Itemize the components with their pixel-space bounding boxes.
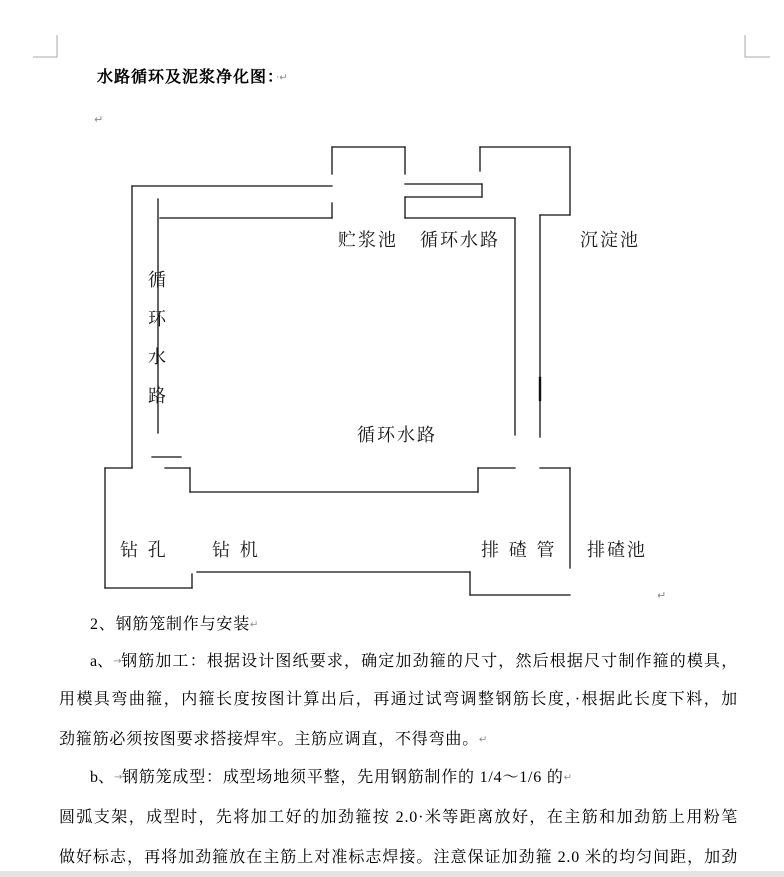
borehole-outline (105, 457, 192, 588)
circulation-middle-label: 循环水路 (357, 425, 437, 446)
list-prefix: b、 (90, 769, 115, 786)
diagram-title: 水路循环及泥浆净化图： (97, 69, 277, 86)
paragraph-b-line: 做好标志，再将加劲箍放在主筋上对准标志焊接。注意保证加劲箍 2.0 米的均匀间距，加劲 (59, 849, 738, 866)
paragraph-b-line: 圆弧支架，成型时，先将加工好的加劲箍按 2.0·米等距离放好，在主筋和加劲筋上用粉笔 (59, 809, 738, 826)
paragraph-a-line (90, 652, 738, 672)
top-connector-pipe (405, 184, 482, 218)
tab-mark: → (113, 656, 122, 667)
space-mark: · (276, 72, 280, 84)
diagram-title-line (97, 68, 288, 88)
paragraph-text: 钢筋加工：根据设计图纸要求，确定加劲箍的尺寸，然后根据尺寸制作箍的模具， (121, 653, 738, 670)
tab-mark: → (114, 772, 123, 784)
sedimentation-pool-outline (480, 147, 570, 215)
paragraph-mark: ↵ (279, 72, 288, 84)
sedimentation-pool-label: 沉淀池 (580, 230, 640, 251)
circulation-left-label-char: 路 (148, 386, 168, 407)
paragraph-mark: ↵ (479, 734, 488, 746)
paragraph-mark: ↵ (563, 772, 573, 784)
page-gap (0, 871, 784, 877)
list-prefix: a、 (90, 653, 114, 670)
circulation-left-label-char: 环 (148, 309, 168, 330)
empty-paragraph-mark: ↵ (94, 113, 104, 126)
section-heading: 2、钢筋笼制作与安装 (90, 616, 251, 633)
drilling-rig-label: 钻 机 (212, 540, 260, 561)
top-left-corner-mark (33, 35, 57, 57)
storage-pool-label: 贮浆池 (338, 230, 398, 251)
top-right-corner-mark (745, 35, 770, 57)
slag-pipe-outline (470, 468, 570, 595)
left-circulation-channel (132, 186, 515, 468)
circulation-top-label: 循环水路 (420, 230, 500, 251)
page-corner-marks (33, 35, 770, 57)
circulation-left-label-char: 水 (148, 347, 168, 368)
slag-pipe-label: 排 碴 管 (481, 540, 557, 561)
slag-pool-label: 排碴池 (587, 540, 647, 561)
paragraph-a-line (59, 730, 487, 750)
paragraph-b-line (90, 768, 572, 788)
section-heading-line (90, 615, 258, 635)
storage-pool-outline (332, 147, 405, 174)
diagram-paragraph-mark: ↵ (657, 589, 667, 602)
paragraph-text: 钢筋笼成型：成型场地须平整，先用钢筋制作的 1/4～1/6 的 (122, 769, 564, 786)
circulation-left-label-char: 循 (148, 270, 168, 291)
paragraph-text: 劲箍筋必须按图要求搭接焊牢。主筋应调直，不得弯曲。 (59, 731, 480, 748)
paragraph-a-line: 用模具弯曲箍，内箍长度按图计算出后，再通过试弯调整钢筋长度，·根据此长度下料，加 (59, 691, 738, 708)
right-circulation-channel (515, 215, 540, 437)
paragraph-mark: ↵ (250, 619, 259, 631)
borehole-label: 钻 孔 (120, 540, 168, 561)
